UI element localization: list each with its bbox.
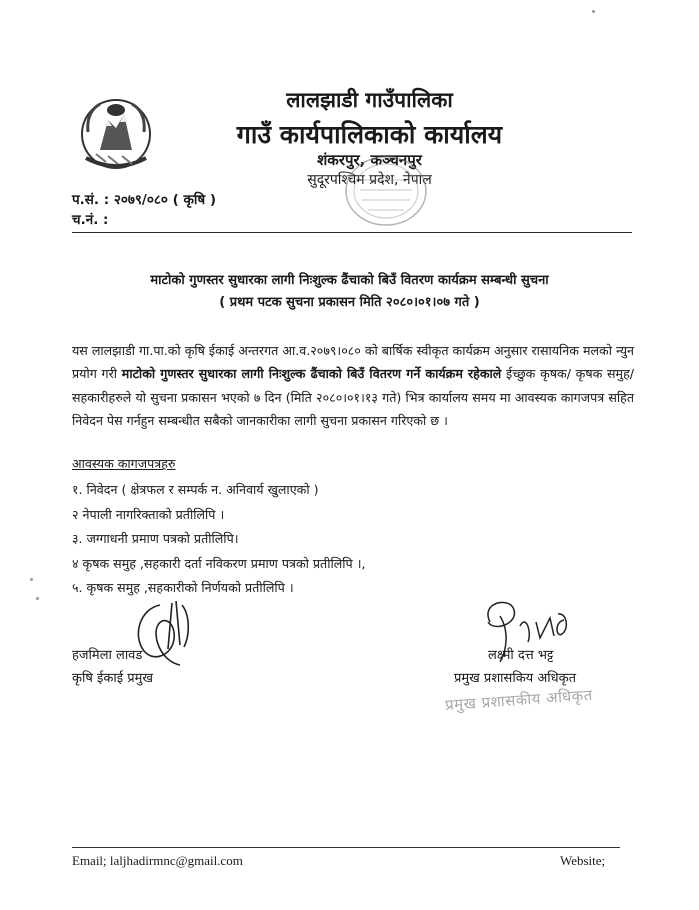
office-address-line1: शंकरपुर, कञ्चनपुर	[317, 151, 422, 169]
left-signatory-title: कृषि ईकाई प्रमुख	[72, 671, 154, 686]
office-title: गाउँ कार्यपालिकाको कार्यालय	[236, 120, 503, 149]
dispatch-number: च.नं. :	[72, 212, 109, 228]
header-divider	[72, 232, 632, 233]
body-text-part1: यस लालझाडी गा.पा.को कृषि ईकाई अन्तरगत आ.व.२०७९।०८० को बार्षिक स्वीकृत कार्यक्रम अनुसार रासायनिक मलको न्युन प्रयोग गरी	[72, 343, 634, 382]
documents-heading: आवस्यक कागजपत्रहरु	[72, 456, 176, 471]
list-item: २ नेपाली नागरिक्ताको प्रतीलिपि ।	[72, 506, 225, 522]
office-address-line2: सुदूरपश्चिम प्रदेश, नेपाल	[307, 172, 432, 188]
body-text-part2: ईच्छुक कृषक/ कृषक समुह/सहकारीहरुले यो सुचना प्रकासन भएको ७ दिन (मिति २०८०।०१।१३ गते) भित्र कार्यालय समय मा आवस्यक कागजपत्र सहित निवेदन पेस गर्नहुन सम्बन्धीत सबैको जानकारीका लागी सुचना प्रकासन गरिएको छ ।	[72, 366, 634, 428]
footer-divider	[72, 847, 620, 848]
body-text-bold: माटोको गुणस्तर सुधारका लागी निःशुल्क ढैंचाको बिउँ वितरण गर्ने कार्यक्रम रहेकाले	[121, 366, 502, 382]
office-seal-icon	[338, 150, 434, 232]
right-signatory-title: प्रमुख प्रशासकिय अधिकृत	[454, 671, 577, 686]
notice-publication-date: ( प्रथम पटक सुचना प्रकासन मिति २०८०।०१।०७ गते )	[219, 295, 480, 310]
notice-body	[72, 339, 634, 432]
documents-list	[72, 478, 366, 601]
list-item: ३. जग्गाधनी प्रमाण पत्रको प्रतीलिपि।	[72, 531, 239, 546]
scan-speck	[30, 578, 33, 581]
right-signatory-name: लक्ष्मी दत्त भट्ट	[488, 648, 554, 663]
notice-subject: माटोको गुणस्तर सुधारका लागी निःशुल्क ढैंचाको बिउँ वितरण कार्यक्रम सम्बन्धी सुचना	[150, 273, 549, 288]
footer-website: Website;	[560, 853, 606, 868]
designation-stamp: प्रमुख प्रशासकीय अधिकृत	[444, 685, 594, 715]
reference-number: प.सं. : २०७९/०८० ( कृषि )	[72, 192, 217, 208]
office-name: लालझाडी गाउँपालिका	[286, 88, 453, 112]
scan-speck	[36, 597, 39, 600]
scan-speck	[592, 10, 595, 13]
list-item: ५. कृषक समुह ,सहकारीको निर्णयको प्रतीलिपि ।	[72, 580, 294, 595]
footer-email: Email; laljhadirmnc@gmail.com	[72, 853, 243, 868]
list-item: १. निवेदन ( क्षेत्रफल र सम्पर्क न. अनिवार्य खुलाएको )	[72, 482, 319, 497]
left-signatory-name: हजमिला लावड	[72, 648, 143, 663]
list-item: ४ कृषक समुह ,सहकारी दर्ता नविकरण प्रमाण पत्रको प्रतीलिपि ।,	[72, 555, 366, 571]
